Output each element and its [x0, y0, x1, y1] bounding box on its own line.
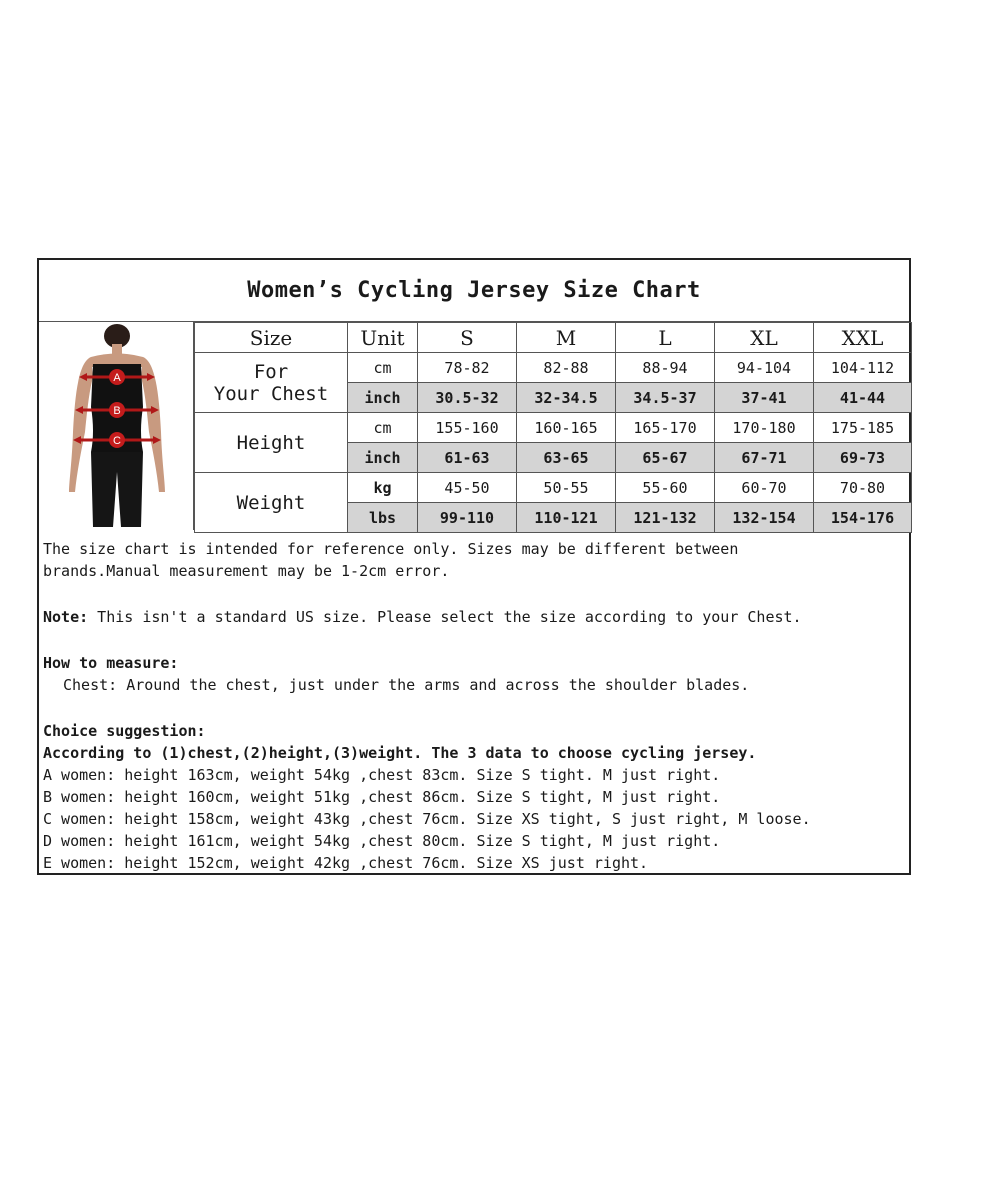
unit-cell: lbs [348, 503, 418, 533]
value-cell: 45-50 [418, 473, 517, 503]
table-header-row [195, 323, 912, 353]
note-paragraph [43, 606, 903, 628]
value-cell: 34.5-37 [616, 383, 715, 413]
label-c: C [113, 435, 121, 447]
header-unit: Unit [348, 323, 418, 353]
value-cell: 175-185 [814, 413, 912, 443]
note-text: This isn't a standard US size. Please select the size according to your Chest. [88, 608, 802, 626]
size-table [194, 322, 912, 533]
value-cell: 70-80 [814, 473, 912, 503]
example-b: B women: height 160cm, weight 51kg ,chest 86cm. Size S tight, M just right. [43, 788, 721, 806]
value-cell: 69-73 [814, 443, 912, 473]
size-chart-card [37, 258, 911, 875]
model-illustration [39, 322, 194, 530]
value-cell: 50-55 [517, 473, 616, 503]
choice-suggestion-heading: Choice suggestion: [43, 722, 206, 740]
unit-cell: cm [348, 353, 418, 383]
row-label-height: Height [195, 413, 348, 473]
row-label-weight: Weight [195, 473, 348, 533]
value-cell: 65-67 [616, 443, 715, 473]
value-cell: 154-176 [814, 503, 912, 533]
value-cell: 37-41 [715, 383, 814, 413]
value-cell: 82-88 [517, 353, 616, 383]
header-l: L [616, 323, 715, 353]
how-to-measure-heading: How to measure: [43, 654, 179, 672]
value-cell: 99-110 [418, 503, 517, 533]
value-cell: 60-70 [715, 473, 814, 503]
value-cell: 94-104 [715, 353, 814, 383]
value-cell: 104-112 [814, 353, 912, 383]
value-cell: 32-34.5 [517, 383, 616, 413]
disclaimer-line-1: The size chart is intended for reference only. Sizes may be different between [43, 540, 739, 558]
notes-section [43, 538, 903, 874]
value-cell: 55-60 [616, 473, 715, 503]
choice-rule: According to (1)chest,(2)height,(3)weight. The 3 data to choose cycling jersey. [43, 744, 757, 762]
unit-cell: cm [348, 413, 418, 443]
value-cell: 121-132 [616, 503, 715, 533]
chest-label-line1: For [253, 360, 289, 383]
disclaimer-line-2: brands.Manual measurement may be 1-2cm error. [43, 562, 450, 580]
example-a: A women: height 163cm, weight 54kg ,chest 83cm. Size S tight. M just right. [43, 766, 721, 784]
unit-cell: inch [348, 383, 418, 413]
value-cell: 155-160 [418, 413, 517, 443]
value-cell: 63-65 [517, 443, 616, 473]
value-cell: 78-82 [418, 353, 517, 383]
header-xl: XL [715, 323, 814, 353]
header-size: Size [195, 323, 348, 353]
header-s: S [418, 323, 517, 353]
label-a: A [113, 372, 121, 384]
row-label-chest [195, 353, 348, 413]
value-cell: 61-63 [418, 443, 517, 473]
how-to-measure-text: Chest: Around the chest, just under the arms and across the shoulder blades. [63, 676, 750, 694]
value-cell: 88-94 [616, 353, 715, 383]
model-figure [39, 322, 194, 530]
label-b: B [113, 405, 121, 417]
value-cell: 30.5-32 [418, 383, 517, 413]
example-e: E women: height 152cm, weight 42kg ,chest 76cm. Size XS just right. [43, 854, 649, 872]
example-c: C women: height 158cm, weight 43kg ,chest 76cm. Size XS tight, S just right, M loose. [43, 810, 811, 828]
header-xxl: XXL [814, 323, 912, 353]
unit-cell: inch [348, 443, 418, 473]
value-cell: 110-121 [517, 503, 616, 533]
unit-cell: kg [348, 473, 418, 503]
value-cell: 67-71 [715, 443, 814, 473]
value-cell: 132-154 [715, 503, 814, 533]
value-cell: 170-180 [715, 413, 814, 443]
example-d: D women: height 161cm, weight 54kg ,chest 80cm. Size S tight, M just right. [43, 832, 721, 850]
value-cell: 165-170 [616, 413, 715, 443]
chart-title: Women’s Cycling Jersey Size Chart [39, 260, 909, 322]
value-cell: 160-165 [517, 413, 616, 443]
chest-label-line2: Your Chest [213, 382, 329, 405]
table-row [195, 473, 912, 503]
header-m: M [517, 323, 616, 353]
table-row [195, 353, 912, 383]
value-cell: 41-44 [814, 383, 912, 413]
note-label: Note: [43, 608, 89, 626]
table-row [195, 413, 912, 443]
